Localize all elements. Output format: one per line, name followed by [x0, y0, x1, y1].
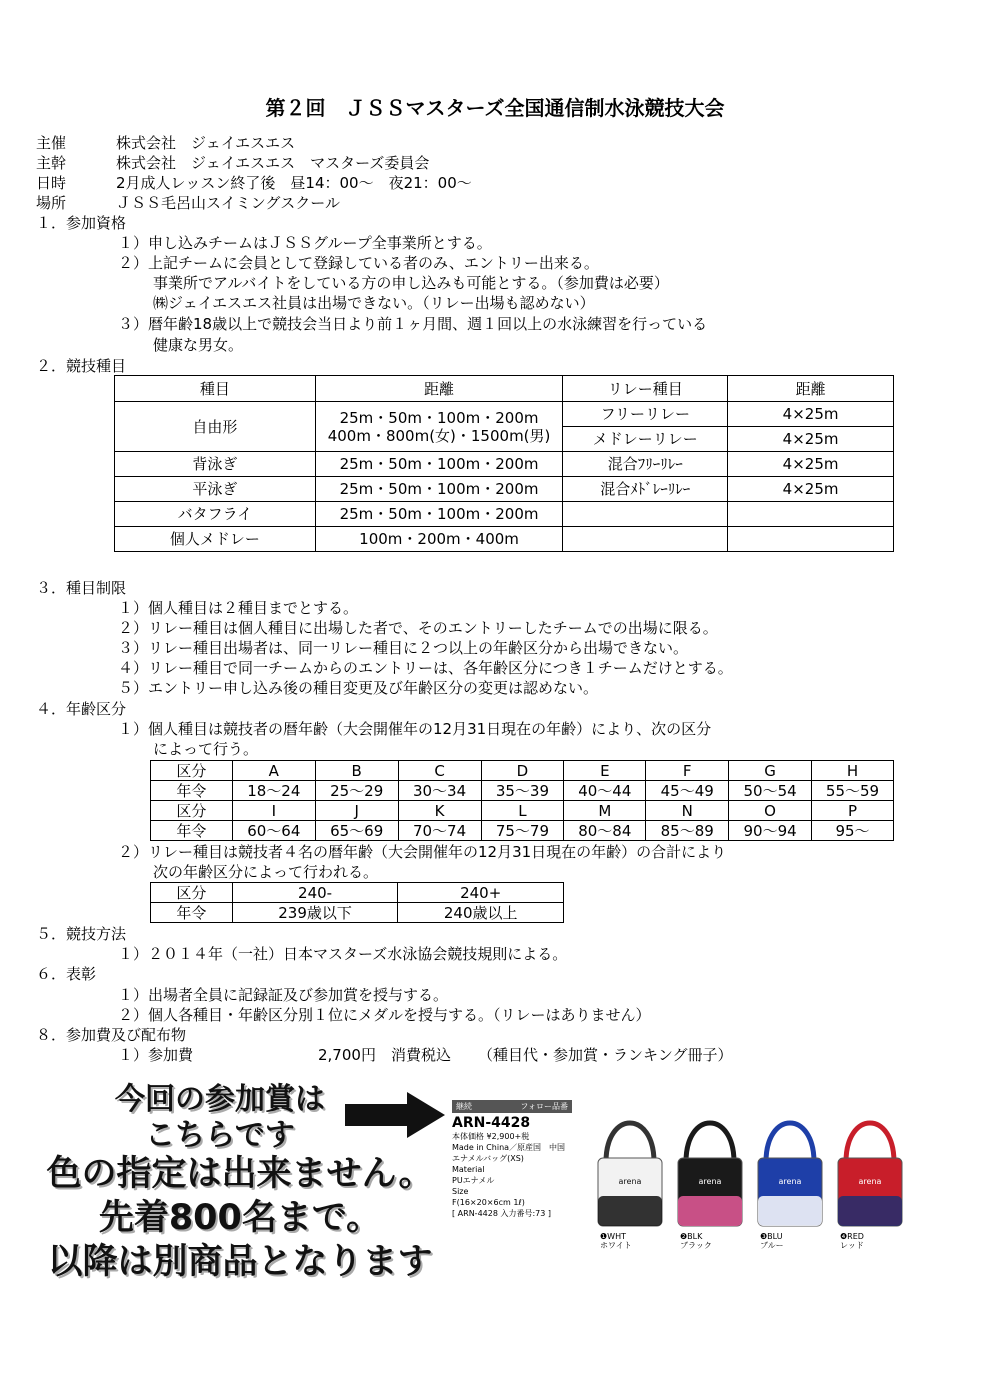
- division-cell: D: [481, 761, 564, 781]
- material-label: Material: [452, 1165, 485, 1174]
- section-line: ２）上記チームに会員として登録している者のみ、エントリー出来る。: [118, 254, 599, 272]
- table-header: 種目: [115, 376, 316, 402]
- relay-cell: 混合ﾒﾄﾞﾚｰﾘﾚｰ: [563, 477, 728, 502]
- division-cell: F: [646, 761, 729, 781]
- info-label-sponsor: 主催: [36, 134, 67, 152]
- product-code: ARN-4428: [452, 1115, 531, 1131]
- tag-right: フォロー品番: [520, 1102, 568, 1111]
- division-cell: J: [315, 801, 398, 821]
- event-cell: 個人メドレー: [115, 527, 316, 552]
- relay-cell: 混合ﾌﾘｰﾘﾚｰ: [563, 452, 728, 477]
- division-cell: L: [481, 801, 564, 821]
- color-caption: [680, 1232, 712, 1250]
- promo-line: 今回の参加賞は: [115, 1082, 325, 1117]
- relay-distance-cell: 4×25m: [728, 427, 894, 452]
- brand-logo: arena: [618, 1177, 642, 1186]
- promo-line: こちらです: [145, 1118, 295, 1153]
- relay-distance-cell: 4×25m: [728, 402, 894, 427]
- distance-cell: [315, 402, 563, 452]
- section-line: 次の年齢区分によって行われる。: [153, 863, 379, 881]
- age-cell: 60～64: [232, 821, 315, 841]
- section-heading: ６．表彰: [36, 965, 97, 983]
- color-code: ❹RED: [840, 1232, 864, 1241]
- section-line: １）出場者全員に記録証及び参加賞を授与する。: [118, 986, 449, 1004]
- section-line: １）２０１４年（一社）日本マスターズ水泳協会競技規則による。: [118, 945, 568, 963]
- relay-distance-cell: [728, 527, 894, 552]
- distance-cell: 25m・50m・100m・200m: [315, 477, 563, 502]
- section-line: ２）個人各種目・年齢区分別１位にメダルを授与する。（リレーはありません）: [118, 1006, 651, 1024]
- relay-cell: メドレーリレー: [563, 427, 728, 452]
- relay-cell: フリーリレー: [563, 402, 728, 427]
- bag-strap: [686, 1123, 734, 1162]
- section-heading: ８．参加費及び配布物: [36, 1026, 187, 1044]
- events-table: [114, 375, 894, 552]
- bag-2: [752, 1100, 828, 1250]
- promo-line: 先着800名まで。: [98, 1198, 382, 1238]
- age-cell: 30～34: [398, 781, 481, 801]
- color-name: ブラック: [680, 1241, 712, 1250]
- size-label: Size: [452, 1187, 469, 1196]
- product-name: エナメルバッグ(XS): [452, 1154, 524, 1163]
- bag-0: [592, 1100, 668, 1250]
- distance-cell: 25m・50m・100m・200m: [315, 452, 563, 477]
- age-table: [150, 760, 894, 841]
- section-line: ３）暦年齢18歳以上で競技会当日より前１ヶ月間、週１回以上の水泳練習を行っている: [118, 315, 708, 333]
- fee-note: （種目代・参加賞・ランキング冊子）: [478, 1046, 733, 1064]
- section-heading: ２．競技種目: [36, 357, 127, 375]
- color-code: ❸BLU: [760, 1232, 783, 1241]
- section-line: 事業所でアルバイトをしている方の申し込みも可能とする。（参加費は必要）: [153, 274, 669, 292]
- division-cell: E: [564, 761, 646, 781]
- table-header: リレー種目: [563, 376, 728, 402]
- row-label: 区分: [151, 883, 233, 903]
- section-line: ３）リレー種目出場者は、同一リレー種目に２つ以上の年齢区分から出場できない。: [118, 639, 689, 657]
- bag-icon: [672, 1100, 748, 1230]
- bag-strap: [766, 1123, 814, 1162]
- age-cell: 95～: [812, 821, 894, 841]
- info-label-venue: 場所: [36, 194, 67, 212]
- color-name: ホワイト: [600, 1241, 632, 1250]
- row-label: 区分: [151, 761, 233, 781]
- product-tag: [452, 1100, 572, 1113]
- event-cell: 自由形: [115, 402, 316, 452]
- bag-band: [838, 1196, 902, 1226]
- distance-line: 25m・50m・100m・200m: [339, 408, 539, 427]
- age-cell: 80～84: [564, 821, 646, 841]
- age-cell: 50～54: [729, 781, 812, 801]
- age-cell: 240歳以上: [398, 903, 564, 923]
- distance-cell: 100m・200m・400m: [315, 527, 563, 552]
- age-cell: 90～94: [729, 821, 812, 841]
- promo-notice: [20, 1152, 460, 1284]
- product-origin: Made in China／原産国 中国: [452, 1143, 566, 1152]
- division-cell: G: [729, 761, 812, 781]
- row-label: 区分: [151, 801, 233, 821]
- color-name: ブルー: [760, 1241, 784, 1250]
- section-line: ㈱ジェイエスエス社員は出場できない。（リレー出場も認めない）: [153, 294, 595, 312]
- section-line: １）個人種目は２種目までとする。: [118, 599, 359, 617]
- color-caption: [840, 1232, 864, 1250]
- age-cell: 18～24: [232, 781, 315, 801]
- age-cell: 75～79: [481, 821, 564, 841]
- info-label-date: 日時: [36, 174, 67, 192]
- age-cell: 65～69: [315, 821, 398, 841]
- age-cell: 35～39: [481, 781, 564, 801]
- age-cell: 239歳以下: [232, 903, 398, 923]
- info-value-date: 2月成人レッスン終了後 昼14：00～ 夜21：00～: [116, 174, 472, 192]
- age-cell: 25～29: [315, 781, 398, 801]
- division-cell: M: [564, 801, 646, 821]
- product-card: [452, 1100, 572, 1220]
- info-label-organizer: 主幹: [36, 154, 67, 172]
- info-value-venue: ＪＳＳ毛呂山スイミングスクール: [116, 194, 340, 212]
- distance-line: 400m・800m(女)・1500m(男): [327, 426, 551, 445]
- section-line: ２）リレー種目は競技者４名の暦年齢（大会開催年の12月31日現在の年齢）の合計により: [118, 843, 727, 861]
- bag-band: [678, 1196, 742, 1226]
- brand-logo: arena: [698, 1177, 722, 1186]
- division-cell: P: [812, 801, 894, 821]
- info-value-organizer: 株式会社 ジェイエスエス マスターズ委員会: [116, 154, 430, 172]
- color-caption: [600, 1232, 632, 1250]
- fee-price: 2,700円 消費税込: [318, 1046, 451, 1064]
- brand-logo: arena: [858, 1177, 882, 1186]
- section-line: によって行う。: [153, 740, 259, 758]
- promo-line: 以降は別商品となります: [47, 1242, 433, 1282]
- age-cell: 85～89: [646, 821, 729, 841]
- division-cell: 240-: [232, 883, 398, 903]
- event-cell: 背泳ぎ: [115, 452, 316, 477]
- event-cell: バタフライ: [115, 502, 316, 527]
- product-image: [452, 1100, 922, 1250]
- relay-distance-cell: 4×25m: [728, 452, 894, 477]
- relay-age-table: [150, 882, 564, 923]
- section-line: ５）エントリー申し込み後の種目変更及び年齢区分の変更は認めない。: [118, 679, 599, 697]
- section-heading: １．参加資格: [36, 214, 127, 232]
- tag-left: 継続: [456, 1102, 472, 1111]
- bag-icon: [592, 1100, 668, 1230]
- section-heading: ５．競技方法: [36, 925, 127, 943]
- division-cell: B: [315, 761, 398, 781]
- bag-strap: [606, 1123, 654, 1162]
- bag-strap: [846, 1123, 894, 1162]
- relay-cell: [563, 502, 728, 527]
- promo-headline: [70, 1082, 370, 1154]
- division-cell: H: [812, 761, 894, 781]
- bag-3: [832, 1100, 908, 1250]
- relay-distance-cell: 4×25m: [728, 477, 894, 502]
- bag-icon: [752, 1100, 828, 1230]
- row-label: 年令: [151, 781, 233, 801]
- section-line: 健康な男女。: [153, 336, 244, 354]
- age-cell: 70～74: [398, 821, 481, 841]
- age-cell: 40～44: [564, 781, 646, 801]
- relay-distance-cell: [728, 502, 894, 527]
- page-title: 第２回 ＪＳＳマスターズ全国通信制水泳競技大会: [265, 96, 725, 120]
- division-cell: I: [232, 801, 315, 821]
- arrow-right-icon: [345, 1092, 445, 1138]
- fee-label: １）参加費: [118, 1046, 194, 1064]
- color-name: レッド: [840, 1241, 864, 1250]
- product-note: [ ARN-4428 入力番号:73 ]: [452, 1209, 552, 1218]
- section-line: １）申し込みチームはＪＳＳグループ全事業所とする。: [118, 234, 492, 252]
- product-material: PUエナメル: [452, 1176, 495, 1185]
- product-size: F(16×20×6cm 1ℓ): [452, 1198, 525, 1207]
- promo-line: 色の指定は出来ません。: [46, 1154, 434, 1194]
- relay-cell: [563, 527, 728, 552]
- bag-1: [672, 1100, 748, 1250]
- product-price: 本体価格 ¥2,900+税: [452, 1132, 530, 1141]
- division-cell: N: [646, 801, 729, 821]
- section-line: ４）リレー種目で同一チームからのエントリーは、各年齢区分につき１チームだけとする。: [118, 659, 733, 677]
- division-cell: K: [398, 801, 481, 821]
- section-line: ２）リレー種目は個人種目に出場した者で、そのエントリーしたチームでの出場に限る。: [118, 619, 718, 637]
- color-code: ❷BLK: [680, 1232, 703, 1241]
- section-heading: ３．種目制限: [36, 579, 127, 597]
- section-heading: ４．年齢区分: [36, 700, 127, 718]
- row-label: 年令: [151, 903, 233, 923]
- distance-cell: 25m・50m・100m・200m: [315, 502, 563, 527]
- table-header: 距離: [728, 376, 894, 402]
- bag-band: [598, 1196, 662, 1226]
- bag-icon: [832, 1100, 908, 1230]
- row-label: 年令: [151, 821, 233, 841]
- table-header: 距離: [315, 376, 563, 402]
- bag-band: [758, 1196, 822, 1226]
- division-cell: O: [729, 801, 812, 821]
- section-line: １）個人種目は競技者の暦年齢（大会開催年の12月31日現在の年齢）により、次の区分: [118, 720, 712, 738]
- brand-logo: arena: [778, 1177, 802, 1186]
- info-value-sponsor: 株式会社 ジェイエスエス: [116, 134, 296, 152]
- age-cell: 55～59: [812, 781, 894, 801]
- division-cell: A: [232, 761, 315, 781]
- color-code: ❶WHT: [600, 1232, 626, 1241]
- division-cell: C: [398, 761, 481, 781]
- event-cell: 平泳ぎ: [115, 477, 316, 502]
- color-caption: [760, 1232, 784, 1250]
- age-cell: 45～49: [646, 781, 729, 801]
- division-cell: 240+: [398, 883, 564, 903]
